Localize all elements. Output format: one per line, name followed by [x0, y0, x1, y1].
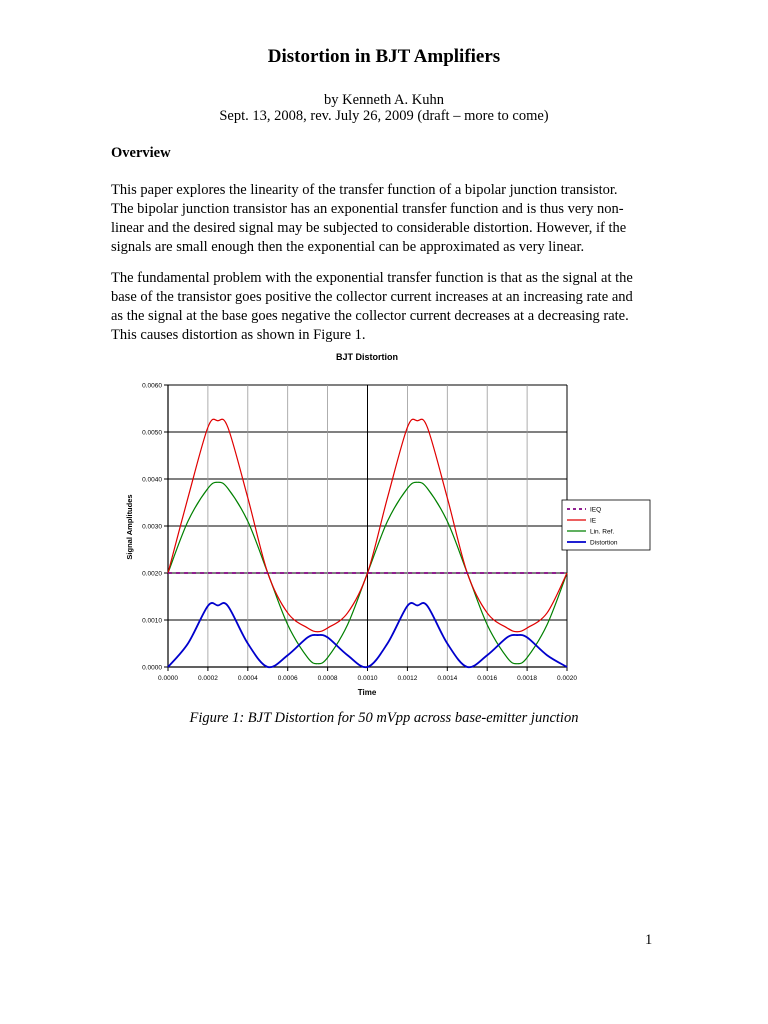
y-axis-label: Signal Amplitudes	[125, 494, 134, 560]
x-tick-label: 0.0016	[477, 675, 498, 682]
figure-caption: Figure 1: BJT Distortion for 50 mVpp across base-emitter junction	[189, 710, 579, 726]
chart-title: BJT Distortion	[336, 352, 398, 362]
overview-heading: Overview	[111, 145, 171, 161]
paragraph-1-line: signals are small enough then the exponential can be approximated as very linear.	[111, 238, 585, 255]
x-tick-label: 0.0010	[357, 675, 378, 682]
x-tick-label: 0.0014	[437, 675, 458, 682]
chart-legend	[562, 500, 650, 550]
legend-label-distortion: Distortion	[590, 539, 618, 547]
y-tick-label: 0.0020	[142, 570, 162, 578]
y-tick-label: 0.0000	[142, 664, 162, 672]
legend-label-lin-ref: Lin. Ref.	[590, 528, 615, 536]
x-tick-label: 0.0020	[557, 675, 577, 682]
y-tick-label: 0.0040	[142, 476, 162, 484]
paragraph-1-line: linear and the desired signal may be subjected to considerable distortion. However, if the	[111, 219, 627, 236]
x-tick-label: 0.0002	[197, 675, 218, 682]
bjt-distortion-chart	[110, 345, 660, 700]
document-title: Distortion in BJT Amplifiers	[267, 46, 501, 67]
paragraph-2	[111, 269, 671, 345]
y-tick-label: 0.0050	[142, 429, 162, 437]
x-tick-label: 0.0008	[317, 675, 338, 682]
y-tick-label: 0.0060	[142, 382, 162, 390]
paragraph-2-line: base of the transistor goes positive the collector current increases at an increasing rate and	[111, 288, 633, 305]
author-line: by Kenneth A. Kuhn	[323, 92, 444, 108]
paragraph-2-line: This causes distortion as shown in Figure 1.	[111, 326, 366, 343]
y-tick-label: 0.0030	[142, 523, 162, 531]
x-axis-label: Time	[357, 688, 377, 697]
x-tick-label: 0.0012	[397, 675, 418, 682]
x-tick-label: 0.0000	[158, 675, 178, 682]
paragraph-1-line: This paper explores the linearity of the transfer function of a bipolar junction transistor.	[111, 182, 618, 198]
paragraph-1-line: The bipolar junction transistor has an exponential transfer function and is thus very non-	[111, 200, 624, 217]
x-tick-label: 0.0018	[517, 675, 538, 682]
x-tick-label: 0.0006	[277, 675, 298, 682]
y-tick-label: 0.0010	[142, 617, 162, 625]
legend-label-ie: IE	[590, 517, 597, 525]
x-tick-label: 0.0004	[237, 675, 258, 682]
paragraph-2-line: The fundamental problem with the exponential transfer function is that as the signal at the	[111, 270, 633, 286]
legend-label-ieq: IEQ	[590, 506, 602, 514]
paragraph-1	[111, 181, 671, 257]
paragraph-2-line: as the signal at the base goes negative the collector current decreases at a decreasing rate.	[111, 307, 629, 324]
date-line: Sept. 13, 2008, rev. July 26, 2009 (draft – more to come)	[219, 108, 549, 124]
page-number: 1	[645, 932, 653, 948]
